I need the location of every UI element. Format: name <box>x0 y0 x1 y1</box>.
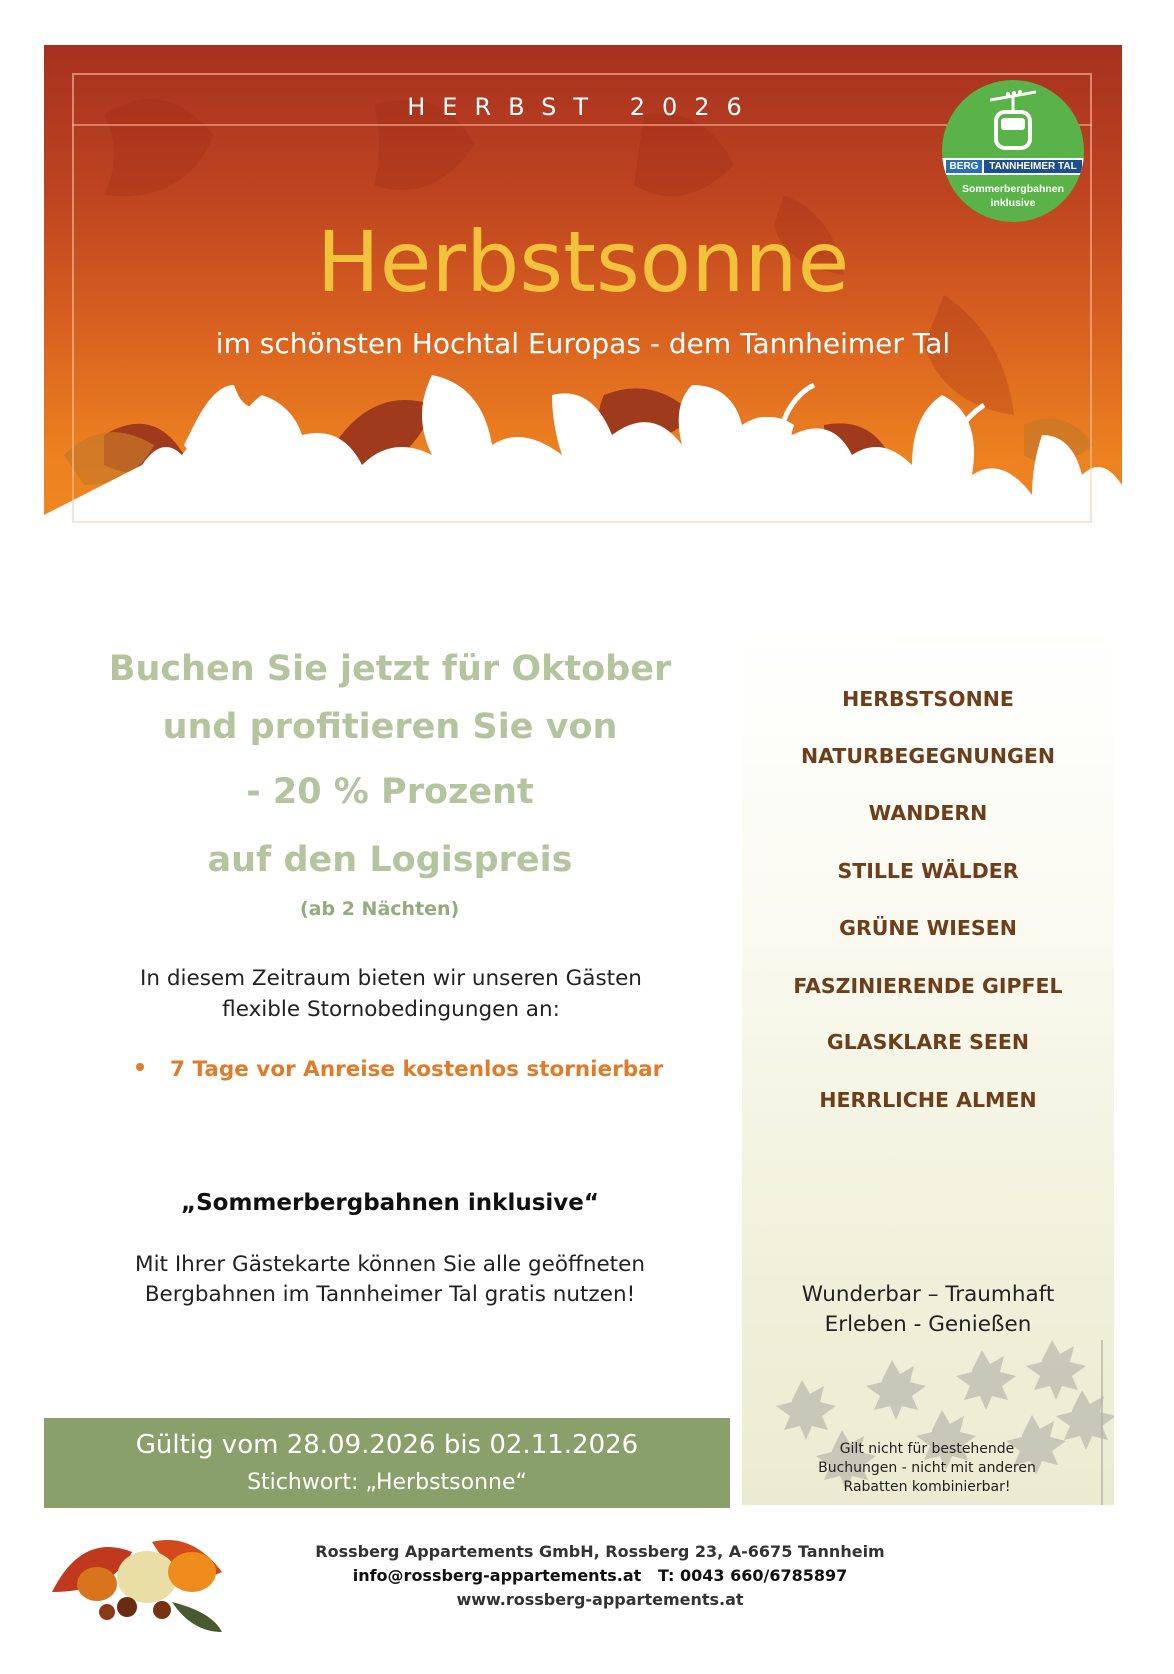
badge-text-line2: inklusive <box>990 197 1036 209</box>
sidebar-item-naturbegegnungen: NATURBEGEGNUNGEN <box>800 744 1056 768</box>
season-label: HERBST 2026 <box>407 93 759 121</box>
sidebar-item-gipfel: FASZINIERENDE GIPFEL <box>793 974 1063 998</box>
footer <box>260 1540 940 1612</box>
bergbahnen-text-line1: Mit Ihrer Gästekarte können Sie alle geöffneten <box>135 1252 645 1277</box>
disclaimer-line2: Buchungen - nicht mit anderen <box>818 1460 1036 1476</box>
sidebar-item-almen: HERRLICHE ALMEN <box>819 1088 1037 1112</box>
bullet-icon <box>136 1063 144 1071</box>
footer-email[interactable]: info@rossberg-appartements.at <box>352 1566 642 1585</box>
page-subtitle: im schönsten Hochtal Europas - dem Tannheimer Tal <box>215 327 951 360</box>
sidebar-item-gruene-wiesen: GRÜNE WIESEN <box>839 916 1017 940</box>
offer-note: (ab 2 Nächten) <box>300 898 460 920</box>
offer-headline-1: Buchen Sie jetzt für Oktober <box>108 649 672 689</box>
sidebar-disclaimer <box>782 1440 1072 1497</box>
storno-list-item <box>136 1057 663 1082</box>
storno-intro <box>100 963 682 1025</box>
footer-contact <box>260 1564 940 1588</box>
bergbahnen-text-line2: Bergbahnen im Tannheimer Tal gratis nutzen! <box>144 1282 636 1307</box>
footer-phone: T: 0043 660/6785897 <box>657 1566 848 1585</box>
validity-keyword: Stichwort: „Herbstsonne“ <box>247 1470 527 1495</box>
pumpkin-decoration <box>52 1522 232 1632</box>
sidebar-item-stille-waelder: STILLE WÄLDER <box>837 859 1019 883</box>
validity-box <box>44 1418 730 1508</box>
offer-block <box>100 640 680 892</box>
bergbahnen-text <box>60 1250 720 1310</box>
sidebar-tagline <box>742 1280 1114 1340</box>
footer-website[interactable]: www.rossberg-appartements.at <box>456 1590 744 1609</box>
validity-dates: Gültig vom 28.09.2026 bis 02.11.2026 <box>135 1430 639 1460</box>
sidebar-item-wandern: WANDERN <box>868 801 988 825</box>
hero-divider <box>72 124 1092 126</box>
sidebar-item-herbstsonne: HERBSTSONNE <box>842 687 1014 711</box>
sidebar-item-seen: GLASKLARE SEEN <box>826 1030 1030 1054</box>
disclaimer-line1: Gilt nicht für bestehende <box>839 1441 1015 1457</box>
highlights-sidebar <box>742 625 1114 1505</box>
gondola-icon <box>990 90 1036 152</box>
offer-headline-4: auf den Logispreis <box>207 840 573 880</box>
sidebar-tagline-line2: Erleben - Genießen <box>824 1312 1032 1337</box>
badge-text <box>942 182 1084 210</box>
badge-text-line1: Sommerbergbahnen <box>961 183 1065 195</box>
storno-item-text: 7 Tage vor Anreise kostenlos stornierbar <box>170 1057 664 1082</box>
storno-intro-line1: In diesem Zeitraum bieten wir unseren Gästen <box>140 966 642 991</box>
page-title: Herbstsonne <box>316 213 850 311</box>
storno-intro-line2: flexible Stornobedingungen an: <box>222 997 560 1022</box>
disclaimer-line3: Rabatten kombinierbar! <box>843 1479 1011 1495</box>
offer-headline-2: und profitieren Sie von <box>162 707 618 747</box>
sidebar-tagline-line1: Wunderbar – Traumhaft <box>801 1282 1055 1307</box>
footer-company: Rossberg Appartements GmbH, Rossberg 23, A-6675 Tannheim <box>315 1542 885 1561</box>
offer-discount: - 20 % Prozent <box>246 772 534 812</box>
bergbahnen-title: „Sommerbergbahnen inklusive“ <box>180 1190 600 1216</box>
badge-brand-b: TANNHEIMER TAL <box>984 160 1082 173</box>
badge-brand-a: BERG <box>946 160 982 173</box>
bergbahnen-badge <box>942 80 1084 222</box>
